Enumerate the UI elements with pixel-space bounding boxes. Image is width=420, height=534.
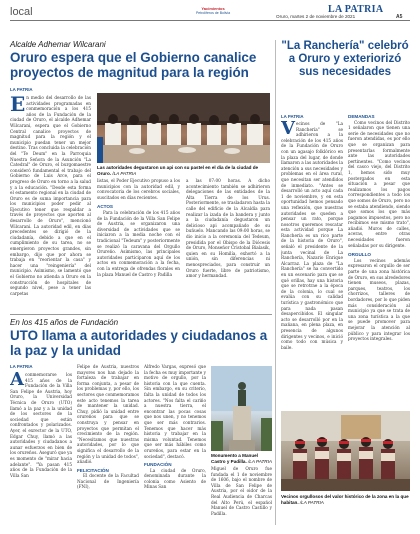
lead-photo [97,93,270,163]
sidebar-photo-illustration [281,411,410,491]
second-photo-illustration [211,366,272,451]
second-dropcap: A [10,372,24,390]
sidebar-orgullo-title: ORGULLO [348,252,371,258]
lead-byline: LA PATRIA [10,87,33,92]
lead-headline: Oruro espera que el Gobierno canalice proyectos de magnitud para la región [10,50,257,80]
sponsor-line2: Petrolíferos de Bolivia [195,11,231,15]
second-photo-caption-text: Monumento a Manuel Castro y Padilla. [211,453,258,464]
column-divider [275,40,276,525]
second-body-col4 [211,466,272,528]
second-photo-credit: /LA PATRIA [248,458,272,464]
second-photo [211,366,272,451]
sidebar-body-col2 [348,114,410,409]
second-photo-caption [211,453,272,464]
lead-photo-illustration [97,93,270,163]
lead-body-col1-text: n medio del desarrollo de las actividades programadas en conmemoración a los 415 años de la Fundación de la ciudad de Oruro, el alcalde Adhemar Wilcarani, espera que el Gobierno Central canalice proyectos de magnitud para la región y el municipio puedan tener un mejor destino. Tras concluida la celebración del "Te Deum" en la Parroquia Nuestra Señora de la Asunción "La Catedral" de Oruro, el burgomaestre consideró fundamental el trabajo del Gobierno de Luis Arce, para el progreso de Oruro en torno a la salud y a la educación. "Desde esta forma el estamento regional en la ciudad de Oruro es de suma importancia para los municipios poder pedir al Ejecutivo tener que respaldar a través de proyectos que aporten al desarrollo de Oruro", mencionó Wilcarani. La autoridad edil, en días precedentes se dirigió de la ciudadanía, debido a que en el cumplimiento de su tarea, no se emergieron proyectos grandes, sin embargo, dijo que por ahora se trabaja en "reorientar la casa" y hacer una "reingeniería" del municipio. Asimismo, se lamentó que el Gobierno no atienda a Oruro en la construcción de hospitales de segundo nivel, pese a tener las carpetas [10,95,91,296]
second-headline: UTO llama a autoridades y ciudadanos a la paz y la unidad [10,328,268,358]
second-body-col2 [77,364,139,527]
sidebar-photo-caption-text: Vecinos orgullosos del valor histórico de la zona en la que habitan. [281,494,409,505]
second-body-col1 [10,372,72,527]
sidebar-demandas-title: DEMANDAS [348,114,375,119]
second-kicker: En los 415 años de Fundación [10,318,119,327]
lead-kicker: Alcalde Adhemar Wilcarani [10,40,106,49]
story-divider [10,314,272,315]
lead-photo-caption [97,165,270,176]
sidebar-orgullo-body: Los vecinos además expresaron el orgullo de ser parte de una zona histórica de Oruro, en sus alrededores tienen museos, plazas, parques, teatros, los chorrizos, talleres de bordadores, por lo que piden más consideración al municipio ya que se trata de una zona turística a la que se puede promover para mejorar la atención al público y para integrar los proyectos integrales. [348,257,410,342]
sidebar-body-col1 [281,121,343,406]
lead-subhead-actos: ACTOS [97,204,113,210]
sidebar-dropcap: V [281,121,295,139]
sidebar-byline: LA PATRIA [281,114,304,119]
sidebar-headline: "La Ranchería" celebró a Oruro y exteriorizó sus necesidades [281,40,409,78]
lead-body-col1 [10,95,91,405]
lead-photo-caption-text: Las autoridades degustaron un api con su pastel en el día de la ciudad de Oruro. [97,165,259,176]
page-number: A5 [396,14,403,20]
second-body-col4-text: Miguel de Oruro fue fundada el 1 de noviembre de 1606, bajo el nombre de Villa de San Felipe de Austria, por el oidor de la Real Audiencia de Charcas del Alto Perú, el español Manuel de Castro Castillo y Padilla. [211,466,272,516]
lead-body-col2b-text: Para la celebración de los 415 años de la Fundación de la Villa San Felipe de Austria, se organizaron una diversidad de actividades que se iniciaron a la media noche con el tradicional "Tedeum" y posteriormente se realizó la caravana del Orgullo Orureño. Asimismo, las principales autoridades participaron aquí de los actos en conmemoración a la fecha, con la entrega de ofrendas florales en la plaza Manuel de Castro y Padilla [97,209,180,277]
sidebar-photo-caption [281,494,410,505]
second-body-col2-text: Felipe de Austria, nuestros mayores nos han dejado la fortaleza de trabajar en forma conjunta, a pesar de los problemas y, por ello, los sectores que conmemoramos este acto tenemos la tarea de mantener la unidad. Chuy, pidió la unidad entre orureños para que se construya y pensar en proyectos que permitan el crecimiento de la región. "Necesitamos que nuestras autoridades, por lo que significa el desarrollo de la región y la unidad de todos", añadió. [77,364,139,465]
sidebar-photo [281,411,410,491]
second-byline: LA PATRIA [10,364,33,369]
masthead: LA PATRIA [328,4,384,15]
sidebar-body-col1-text: ecinos de "La Ranchería" se adhirieron a la celebración de los 415 años de la Fundación de Oruro con un agasajo folklórico en la plaza del lugar, de donde llamaron a las autoridades la atención a sus necesidades y problemas en el área rural, que necesitan ser atendidos de inmediato. "Antes se desarrolló un acto aquí cada 1 de noviembre, y en esta oportunidad hemos pensado una reflexión, que nuestras autoridades se queden a pensar un rato, porque nosotros queremos rescatar esta actividad porque La Ranchería es un rico parte de la historia de Oruro", señaló el presidente de la junta vecinal de La Ranchería, Nazario Enrique Alcarraz. La plaza de "La Ranchería" se ha convertido en un escenario para que se qué orillas, hay una historia que se retrotrae a la época de la colonia, lo cual se evalúa con su calidad turística y gastronómico que para nada pasan desapercibidos. El singular acto se desarrolló por en la mañana, en plena plaza, en presencia de algunos dirigentes y vecinos, e inició como todo con música y baile. [281,121,343,350]
second-body-col3-text: Alfredo Vargas, expresó que la fecha es muy importante y motivo de orgullo, por la historia con la que cuenta. Sin embargo, en su criterio, falta la unidad de todos los actores. "Nos falta el cariño a nuestra tierra, el encontrar las pocas cosas que nos unen, y no tenemos que ser más contrarios. Tenemos que hacer más historia y trabajar en la misma voluntad. Tenemos que ser más hábiles como orureños, para estar en la sociedad", destacó. [144,364,206,459]
dateline: Oruro, martes 2 de noviembre de 2021 [276,14,356,19]
second-body-col3 [144,364,206,527]
second-subhead-fundacion: FUNDACIÓN [144,462,172,468]
second-body-col2b-text: El docente de la Facultad Nacional de Ingeniería (FNI), [77,473,139,490]
section-rule [10,20,410,21]
lead-body-col2 [97,178,180,318]
section-label: local [10,6,33,18]
second-subhead-felicitacion: FELICITACIÓN [77,467,109,473]
sidebar-photo-credit: /LA PATRIA [299,499,324,505]
lead-body-col2-text: listas, el Poder Ejecutivo propuso a los municipios con la autoridad edil, y convocatoria de los cerebros sociales, suscitados en días recientes. [97,178,180,200]
second-body-col1-text: conmemorarse los 415 años de la Fundación de la Villa San Felipe de Austria, hoy Oruro, la Universidad Técnica de Oruro (UTO) llamó a la paz y a la unidad de los sectores de la sociedad que están confrontados y polarizados. Ayer, el exrector de la UTO, Edgar Chuy, llamó a las autoridades y ciudadanos a aunar esfuerzos en bien de los orureños. Aseguró que ya es momento de "mirar hacia adelante". "Ya pasan 415 años de la Fundación de la Villa San [10,372,72,478]
lead-body-col3-text: a las 07:00 horas. A dicho acontecimiento también se adhirieron delegaciones de las entidades de la Alta Tierra de los Urus. Posteriormente, se trasladaron hasta la calle del edificio de la Alcaldía para realizar la izada de la bandera y junto a la ciudadanía degustaron un delicioso api acompañado de su buñuelo. Mancando las 09:00 horas, se dio inicio a la ceremonia del Tedeum, presidida por el Obispo de la Diócesis de Oruro, Monseñor Cristobal Bialasik, quien en su Homilía, exhortó a la unión, sin diferencias ni menospreciados, para construir un Oruro fuerte, libre de patriotismo, amor y hermandad. [186,178,270,279]
sidebar-demandas-body: Como vecinos del Distrito 1 señalaron que tienen una serie de necesidades que no fueron atendidas, es por ello que se organizan para presentarlas formalmente ante las autoridades pertinentes. "Como vecinos del casco viejo, del Distrito 1, hemos sido muy postergados en esta situación a pesar que realizamos los pagos correspondientes a todo los que somos de Oruro, pero no se estaba atendiendo, siendo que somos los que más pagamos impuestos, pero no recibimos ese mismo trato", añadió. Muros de calles, aceras, entre otras necesidades fueron señaladas por su dirigente. [348,119,410,248]
sponsor-line1: Yacimientos [201,6,225,11]
second-body-col3b-text: La ciudad de Oruro, denominada durante la colonia como Asiento de Minas San [144,467,206,490]
sponsor-logo [188,6,238,15]
lead-photo-credit: /LA PATRIA [112,170,137,176]
lead-body-col3 [186,178,270,318]
lead-dropcap: E [10,95,26,116]
